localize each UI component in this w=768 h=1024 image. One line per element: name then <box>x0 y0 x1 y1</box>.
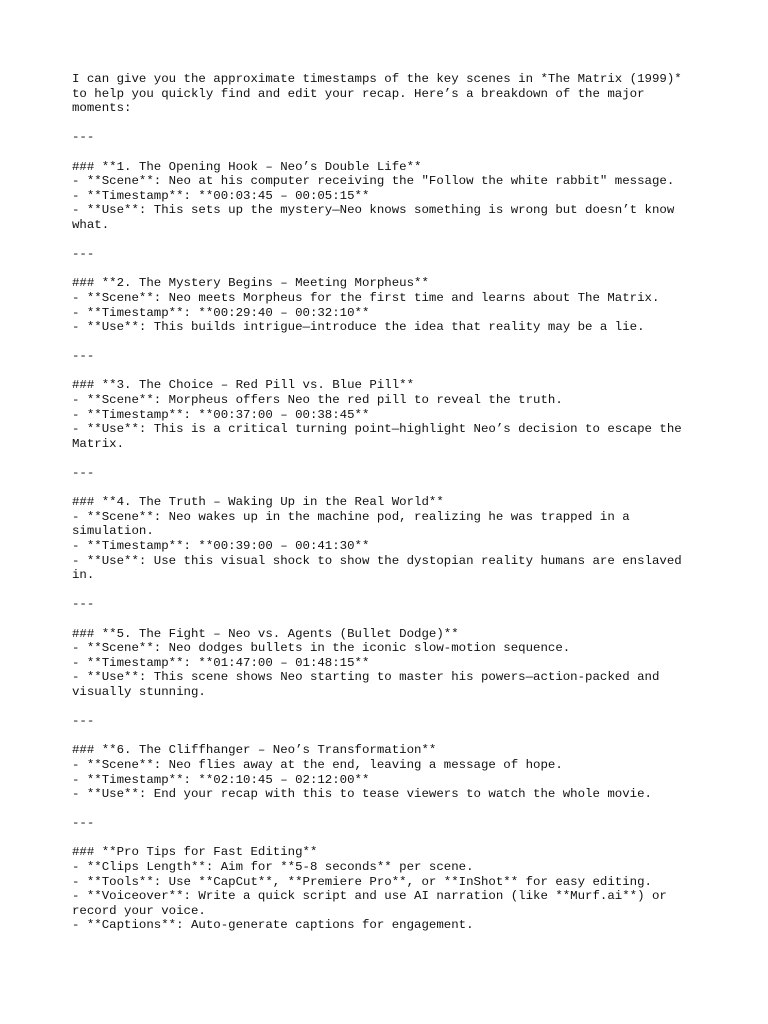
bullet-item: - **Timestamp**: **00:03:45 – 00:05:15** <box>72 188 370 203</box>
text-line: I can give you the approximate timestamps of the key scenes in *The Matrix (1999)* <box>72 72 682 86</box>
blank-line <box>72 364 702 379</box>
text-line: moments: <box>72 101 132 116</box>
bullet-item: - **Timestamp**: **00:39:00 – 00:41:30** <box>72 539 370 553</box>
section-heading: ### **4. The Truth – Waking Up in the Real World** <box>72 495 444 510</box>
bullet-item: - **Scene**: Neo dodges bullets in the iconic slow-motion sequence. <box>72 641 571 656</box>
section-heading: ### **Pro Tips for Fast Editing** <box>72 845 318 860</box>
bullet-item: - **Timestamp**: **00:29:40 – 00:32:10** <box>72 305 370 320</box>
text-line: record your voice. <box>72 903 206 918</box>
section-divider: --- <box>72 714 95 729</box>
section-heading: ### **6. The Cliffhanger – Neo’s Transformation** <box>72 743 437 758</box>
blank-line <box>72 700 702 715</box>
blank-line <box>72 116 702 131</box>
section-divider: --- <box>72 130 95 145</box>
bullet-item: - **Use**: This scene shows Neo starting to master his powers—action-packed and <box>72 670 660 685</box>
section-heading: ### **3. The Choice – Red Pill vs. Blue Pill** <box>72 378 415 393</box>
section-heading: ### **1. The Opening Hook – Neo’s Double Life** <box>72 159 422 174</box>
blank-line <box>72 583 702 598</box>
document-page <box>72 72 702 933</box>
bullet-item: - **Scene**: Morpheus offers Neo the red pill to reveal the truth. <box>72 393 563 408</box>
text-line: Matrix. <box>72 436 125 451</box>
blank-line <box>72 612 702 627</box>
section-divider: --- <box>72 247 95 262</box>
section-heading: ### **5. The Fight – Neo vs. Agents (Bullet Dodge)** <box>72 626 459 641</box>
bullet-item: - **Use**: This builds intrigue—introduce the idea that reality may be a lie. <box>72 320 645 335</box>
bullet-item: - **Timestamp**: **01:47:00 – 01:48:15** <box>72 655 370 670</box>
section-divider: --- <box>72 597 95 612</box>
section-divider: --- <box>72 466 95 481</box>
text-line: in. <box>72 568 95 583</box>
bullet-item: - **Voiceover**: Write a quick script and use AI narration (like **Murf.ai**) or <box>72 889 667 904</box>
bullet-item: - **Scene**: Neo at his computer receiving the "Follow the white rabbit" message. <box>72 174 675 189</box>
bullet-item: - **Scene**: Neo meets Morpheus for the first time and learns about The Matrix. <box>72 290 660 305</box>
text-line: visually stunning. <box>72 684 206 699</box>
bullet-item: - **Use**: This sets up the mystery—Neo knows something is wrong but doesn’t know <box>72 203 675 218</box>
bullet-item: - **Captions**: Auto-generate captions for engagement. <box>72 918 474 933</box>
blank-line <box>72 233 702 248</box>
blank-line <box>72 145 702 160</box>
blank-line <box>72 831 702 846</box>
bullet-item: - **Use**: End your recap with this to tease viewers to watch the whole movie. <box>72 787 652 802</box>
blank-line <box>72 481 702 496</box>
text-line: simulation. <box>72 524 154 539</box>
blank-line <box>72 262 702 277</box>
bullet-item: - **Scene**: Neo wakes up in the machine pod, realizing he was trapped in a <box>72 509 630 524</box>
blank-line <box>72 335 702 350</box>
section-divider: --- <box>72 349 95 364</box>
blank-line <box>72 451 702 466</box>
bullet-item: - **Scene**: Neo flies away at the end, leaving a message of hope. <box>72 757 563 772</box>
section-divider: --- <box>72 816 95 831</box>
bullet-item: - **Use**: This is a critical turning point—highlight Neo’s decision to escape the <box>72 422 682 437</box>
bullet-item: - **Tools**: Use **CapCut**, **Premiere Pro**, or **InShot** for easy editing. <box>72 874 652 889</box>
section-heading: ### **2. The Mystery Begins – Meeting Morpheus** <box>72 276 429 291</box>
blank-line <box>72 729 702 744</box>
text-line: to help you quickly find and edit your recap. Here’s a breakdown of the major <box>72 86 645 101</box>
bullet-item: - **Clips Length**: Aim for **5-8 seconds** per scene. <box>72 860 474 875</box>
bullet-item: - **Timestamp**: **00:37:00 – 00:38:45** <box>72 407 370 422</box>
document-body <box>72 72 702 933</box>
blank-line <box>72 802 702 817</box>
text-line: what. <box>72 217 110 232</box>
bullet-item: - **Use**: Use this visual shock to show the dystopian reality humans are enslaved <box>72 553 682 568</box>
bullet-item: - **Timestamp**: **02:10:45 – 02:12:00** <box>72 772 370 787</box>
